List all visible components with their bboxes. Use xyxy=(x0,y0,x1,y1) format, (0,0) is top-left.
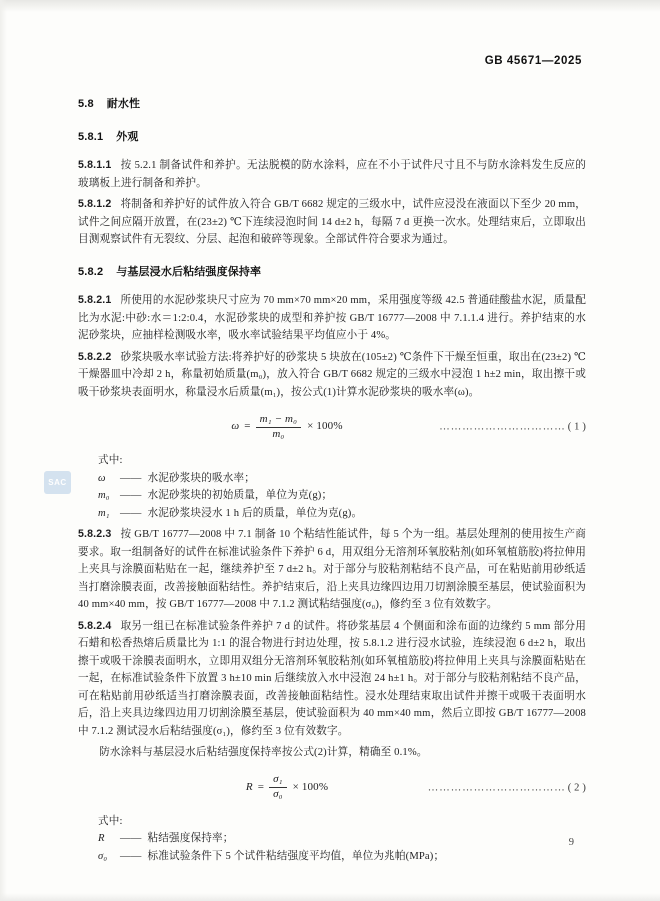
fraction xyxy=(256,413,302,442)
section-heading-5.8.2 xyxy=(78,264,586,282)
watermark-stamp: SAC xyxy=(44,471,71,494)
definition-dash: —— xyxy=(120,833,142,844)
symbol-definition-row xyxy=(78,848,586,866)
equals-sign: = xyxy=(257,780,265,793)
scan-edge-left xyxy=(0,0,7,901)
section-heading-5.8 xyxy=(78,96,586,114)
clause-paragraph-5.8.2.1 xyxy=(78,292,586,345)
symbol: ω xyxy=(98,472,106,484)
document-content xyxy=(78,96,586,865)
clause-paragraph-5.8.1.2 xyxy=(78,196,586,249)
symbol: m₀ xyxy=(98,490,110,501)
clause-number: 5.8.2.1 xyxy=(78,294,112,306)
symbol-description: 标准试验条件下 5 个试件粘结强度平均值，单位为兆帕(MPa)； xyxy=(147,850,445,862)
clause-number: 5.8.2 xyxy=(78,265,104,278)
paragraph-text: 砂浆块吸水率试验方法:将养护好的砂浆块 5 块放在(105±2) ℃条件下干燥至恒重，取出在(23±2) ℃干燥器皿中冷却 2 h，称量初始质量(m₀)，放入符合 GB/T 6682 规定的三级水中浸泡 1 h±2 min，取出擦干或吸干砂浆块表面明水，称量浸水后质量(m₁)，按公式(1)计算水泥砂浆块的吸水率(ω)。 xyxy=(78,351,586,398)
equals-sign: = xyxy=(244,420,251,433)
symbol-definitions xyxy=(78,452,586,522)
fraction-denominator: σ₀ xyxy=(273,788,283,800)
clause-paragraph-5.8.2.3 xyxy=(78,526,586,614)
symbol-description: 水泥砂浆块的吸水率； xyxy=(147,472,255,484)
clause-number: 5.8.2.4 xyxy=(78,619,112,632)
paragraph-text: 按 5.2.1 制备试件和养护。无法脱模的防水涂料，应在不小于试件尺寸且不与防水涂料发生反应的玻璃板上进行制备和养护。 xyxy=(78,160,586,189)
formula-row-1 xyxy=(78,408,586,446)
symbol-definition-row xyxy=(78,470,586,488)
clause-number: 5.8.1.2 xyxy=(78,198,112,210)
page-number: 9 xyxy=(568,837,574,848)
paragraph-text: 所使用的水泥砂浆块尺寸应为 70 mm×70 mm×20 mm，采用强度等级 42.5 普通硅酸盐水泥，质量配比为水泥:中砂:水＝1:2:0.4，水泥砂浆块的成型和养护按 GB/T 16777—2008 中 7.1.1.4 进行。养护结束的水泥砂浆块，应抽样检测吸水率，吸水率试验结果平均值应小于 4%。 xyxy=(78,295,586,341)
formula-variable: ω xyxy=(231,420,240,433)
fraction-numerator: σ₁ xyxy=(269,773,287,788)
where-intro: 式中: xyxy=(98,815,123,827)
formula-reference xyxy=(428,779,586,797)
clause-paragraph-5.8.2.2 xyxy=(78,349,586,402)
symbol-definition-row xyxy=(78,830,586,848)
fraction-numerator: m₁ − m₀ xyxy=(256,413,302,428)
where-intro: 式中: xyxy=(98,455,123,466)
symbol-definition-row xyxy=(78,505,586,523)
dotted-leader: ……………………………… xyxy=(427,781,566,793)
clause-number: 5.8.1.1 xyxy=(78,159,112,171)
symbol-definitions xyxy=(78,813,586,866)
formula-expression xyxy=(78,408,496,446)
formula-multiplier: × 100% xyxy=(307,420,343,433)
symbol-description: 水泥砂浆块浸水 1 h 后的质量，单位为克(g)。 xyxy=(147,507,363,519)
section-title: 耐水性 xyxy=(106,98,141,110)
formula-reference xyxy=(439,418,586,436)
section-title: 与基层浸水后粘结强度保持率 xyxy=(116,265,262,278)
paragraph-text: 防水涂料与基层浸水后粘结强度保持率按公式(2)计算，精确至 0.1%。 xyxy=(99,747,428,758)
formula-number: ( 2 ) xyxy=(567,781,586,793)
symbol: σ₀ xyxy=(98,850,108,862)
formula-number: ( 1 ) xyxy=(567,421,586,433)
paragraph-text: 取另一组已在标准试验条件养护 7 d 的试件。将砂浆基层 4 个侧面和涂布面的边缘约 5 mm 部分用石蜡和松香热熔后质量比为 1:1 的混合物进行封边处理，按 5.8.1.2 进行浸水试验，连续浸泡 6 d±2 h，取出擦干或吸干涂膜表面明水，立即用双组分无溶剂环氧胶粘剂(如环氧植筋胶)将拉伸用上夹具与涂膜面粘贴在一起，在标准试验条件下放置 3 h±10 min 后继续放入水中浸泡 24 h±1 h。对于部分与胶粘剂粘结不良产品，可在粘贴前用砂纸适当打磨涂膜表面，改善接触面粘结性。浸水处理结束取出试件并擦干或吸干表面明水后，沿上夹具边缘四边用刀切割涂膜至基层，使试验面积为 40 mm×40 mm，然后立即按 GB/T 16777—2008 中 7.1.2 测试浸水后粘结强度(σ₁)，修约至 3 位有效数字。 xyxy=(78,620,586,737)
symbol: m₁ xyxy=(98,507,110,519)
dotted-leader: …………………………… xyxy=(439,421,566,433)
clause-paragraph-5.8.2.4 xyxy=(78,618,586,741)
formula-variable: R xyxy=(245,780,253,793)
clause-number: 5.8.1 xyxy=(78,130,104,143)
scan-edge-top xyxy=(0,0,660,12)
paragraph-text: 将制备和养护好的试件放入符合 GB/T 6682 规定的三级水中，试件应浸没在液面以下至少 20 mm，试件之间应隔开放置，在(23±2) ℃下连续浸泡时间 14 d±2 h，每隔 7 d 更换一次水。处理结束后，立即取出目测观察试件有无裂纹、分层、起泡和破碎等现象。全部试件符合要求为通过。 xyxy=(78,199,586,245)
clause-number: 5.8.2.3 xyxy=(78,528,112,540)
scan-edge-bottom xyxy=(0,893,660,901)
symbol-description: 水泥砂浆块的初始质量，单位为克(g)； xyxy=(147,490,333,501)
clause-number: 5.8.2.2 xyxy=(78,350,112,363)
definition-dash: —— xyxy=(120,472,142,484)
definition-dash: —— xyxy=(120,850,142,862)
formula-multiplier: × 100% xyxy=(292,780,329,793)
clause-paragraph-5.8.1.1 xyxy=(78,157,586,192)
definition-dash: —— xyxy=(120,507,142,519)
standard-number-header: GB 45671—2025 xyxy=(484,55,582,67)
symbol: R xyxy=(98,833,105,844)
paragraph-text: 按 GB/T 16777—2008 中 7.1 制备 10 个粘结性能试件，每 5 个为一组。基层处理剂的使用按生产商要求。取一组制备好的试件在标准试验条件下养护 6 d，用双组分无溶剂环氧胶粘剂(如环氧植筋胶)将拉伸用上夹具与涂膜面粘贴在一起，继续养护至 7 d±2 h。对于部分与胶粘剂粘结不良产品，可在粘贴前用砂纸适当打磨涂膜表面，改善接触面粘结性。养护结束后，沿上夹具边缘四边用刀切割涂膜至基层，使试验面积为 40 mm×40 mm，按 GB/T 16777—2008 中 7.1.2 测试粘结强度(σ₀)，修约至 3 位有效数字。 xyxy=(78,529,586,610)
section-heading-5.8.1 xyxy=(78,129,586,147)
fraction xyxy=(269,773,287,802)
fraction-denominator: m₀ xyxy=(272,427,285,440)
symbol-description: 粘结强度保持率； xyxy=(147,833,234,844)
section-title: 外观 xyxy=(116,130,139,143)
clause-number: 5.8 xyxy=(78,98,94,110)
symbol-definition-row xyxy=(78,487,586,505)
definition-dash: —— xyxy=(120,490,142,501)
formula-row-2 xyxy=(78,769,586,807)
body-paragraph xyxy=(78,744,586,762)
